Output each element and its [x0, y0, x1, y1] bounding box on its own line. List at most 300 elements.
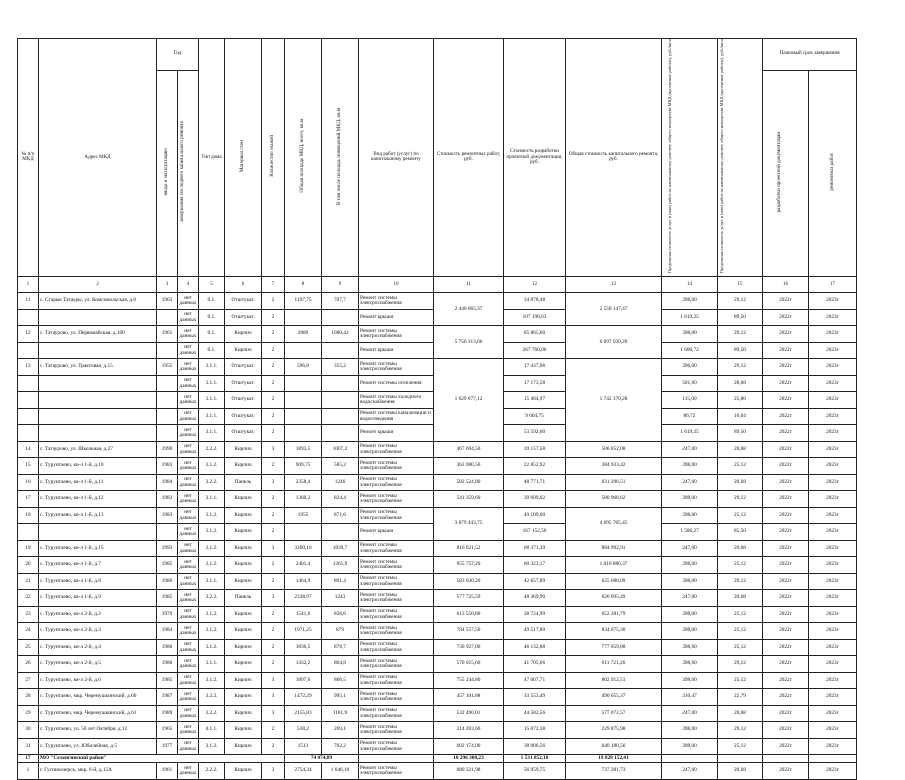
row-living-area [322, 425, 359, 442]
row-year-last-repair: нет данных [178, 293, 199, 310]
row-planned-works: 2023г [809, 557, 857, 574]
row-living-area: 1839,7 [322, 540, 359, 557]
row-year-built: 1985 [157, 590, 178, 607]
column-number: 1 [18, 276, 39, 293]
row-living-area: 1007,2 [322, 441, 359, 458]
row-living-area: 1243 [322, 590, 359, 607]
row-floors: 2 [262, 573, 285, 590]
row-planned-works: 2023г [809, 425, 857, 442]
row-address: с. Старые Татауры, ул. Комсомольская, д.6 [39, 293, 157, 310]
row-work-type: Ремонт системы электроснабжения [359, 573, 434, 590]
row-planned-works: 2023г [809, 375, 857, 392]
row-design-cost: 267 760,00 [504, 342, 566, 359]
row-total-cost: 640 180,56 [566, 738, 662, 755]
table-row [18, 656, 857, 673]
row-number [18, 375, 39, 392]
row-repair-cost: 816 621,52 [434, 540, 504, 557]
row-floors: 3 [262, 672, 285, 689]
summary-limit-cost-2 [718, 755, 763, 763]
summary-work-type [359, 755, 434, 763]
row-design-cost: 85 865,60 [504, 326, 566, 343]
row-limit-cost-2: 89,50 [718, 342, 763, 359]
row-limit-cost-2: 20,68 [718, 441, 763, 458]
row-wall-material: Кирпич [225, 491, 262, 508]
row-repair-cost: 602 174,00 [434, 738, 504, 755]
row-year-last-repair: нет данных [178, 507, 199, 524]
row-year-last-repair: нет данных [178, 524, 199, 541]
row-house-type: 4.1.1. [199, 722, 225, 739]
row-year-built: 1985 [157, 557, 178, 574]
row-floors: 2 [262, 524, 285, 541]
row-repair-cost: 570 015,60 [434, 656, 504, 673]
row-work-type: Ремонт системы электроснабжения [359, 474, 434, 491]
row-floors: 3 [262, 763, 285, 780]
row-year-last-repair: нет данных [178, 763, 199, 780]
row-total-cost: 652 281,79 [566, 606, 662, 623]
row-planned-design: 2022г [763, 689, 809, 706]
row-limit-cost-2: 28,68 [718, 375, 763, 392]
row-limit-cost-2: 85,50 [718, 524, 763, 541]
row-floors: 2 [262, 408, 285, 425]
header-year-last-repair: завершения последнего капитального ремонта [178, 70, 199, 276]
row-planned-design: 2022г [763, 408, 809, 425]
row-total-area: 596,8 [285, 359, 322, 376]
row-design-cost: 17 437,06 [504, 359, 566, 376]
row-house-type: б.1. [199, 326, 225, 343]
row-planned-design: 2022г [763, 672, 809, 689]
row-total-area: 2401,4 [285, 557, 322, 574]
row-planned-design: 2022г [763, 309, 809, 326]
row-living-area: 1000,42 [322, 326, 359, 343]
row-planned-works: 2023г [809, 474, 857, 491]
row-repair-cost: 541 359,60 [434, 491, 504, 508]
row-year-last-repair: нет данных [178, 392, 199, 409]
row-number: 24 [18, 623, 39, 640]
row-living-area [322, 524, 359, 541]
row-repair-cost: 214 203,60 [434, 722, 504, 739]
row-address: с. Турунтаево, ул. Юбилейная, д.5 [39, 738, 157, 755]
row-address: г. Гусиноозерск, мкр. 6-й, д.15А [39, 763, 157, 780]
row-year-built: 1961 [157, 326, 178, 343]
row-limit-cost: 398,00 [662, 639, 718, 656]
row-floors: 3 [262, 540, 285, 557]
row-address: с. Турунтаево, кв-л 2-й, д.6 [39, 672, 157, 689]
row-house-type: 3.1.1. [199, 425, 225, 442]
row-wall-material: Кирпич [225, 738, 262, 755]
row-work-type: Ремонт системы электроснабжения [359, 705, 434, 722]
row-house-type: 3.1.2. [199, 738, 225, 755]
row-total-area [285, 309, 322, 326]
row-living-area: 866,5 [322, 672, 359, 689]
row-design-cost: 15 484,97 [504, 392, 566, 409]
row-year-last-repair: нет данных [178, 557, 199, 574]
row-living-area [322, 309, 359, 326]
row-living-area: 995,1 [322, 689, 359, 706]
row-wall-material: Панель [225, 474, 262, 491]
row-total-area [285, 392, 322, 409]
row-total-area: 1955 [285, 507, 322, 524]
row-planned-works: 2023г [809, 540, 857, 557]
row-design-cost: 22 852,92 [504, 458, 566, 475]
row-limit-cost: 501,60 [662, 375, 718, 392]
row-work-type: Ремонт системы электроснабжения [359, 540, 434, 557]
column-number: 2 [39, 276, 157, 293]
row-repair-cost: 755 244,80 [434, 672, 504, 689]
row-limit-cost: 247,00 [662, 474, 718, 491]
row-number: 21 [18, 573, 39, 590]
row-planned-design: 2022г [763, 557, 809, 574]
row-work-type: Ремонт системы электроснабжения [359, 639, 434, 656]
row-wall-material: Кирпич [225, 441, 262, 458]
row-planned-works: 2023г [809, 722, 857, 739]
row-total-area [285, 524, 322, 541]
row-limit-cost-2: 25,12 [718, 557, 763, 574]
row-address: с. Турунтаево, кв-л 2-й, д.2 [39, 606, 157, 623]
row-planned-design: 2022г [763, 705, 809, 722]
row-planned-design: 2022г [763, 656, 809, 673]
row-house-type: 3.1.2. [199, 507, 225, 524]
row-house-type: 3.1.2. [199, 606, 225, 623]
row-limit-cost-2: 20,68 [718, 590, 763, 607]
row-limit-cost-2: 29,12 [718, 491, 763, 508]
row-limit-cost: 1 619,25 [662, 425, 718, 442]
row-design-cost: 44 582,56 [504, 705, 566, 722]
header-year: Год [157, 39, 199, 71]
header-house-type: Тип дома [199, 39, 225, 277]
summary-total-area: 74 074,09 [285, 755, 359, 763]
row-limit-cost: 398,00 [662, 656, 718, 673]
row-living-area: 871,6 [322, 507, 359, 524]
row-living-area: 585,2 [322, 458, 359, 475]
row-wall-material: Отштукат. [225, 425, 262, 442]
row-year-last-repair: нет данных [178, 738, 199, 755]
table-row [18, 326, 857, 343]
row-work-type: Ремонт системы отопления [359, 375, 434, 392]
row-total-area: 1971,25 [285, 623, 322, 640]
header-address: Адрес МКД [39, 39, 157, 277]
row-limit-cost-2: 25,12 [718, 507, 763, 524]
row-number [18, 342, 39, 359]
row-floors: 3 [262, 474, 285, 491]
row-house-type: 3.1.1. [199, 375, 225, 392]
row-year-built: 1977 [157, 738, 178, 755]
row-limit-cost: 86,72 [662, 408, 718, 425]
column-number: 6 [225, 276, 262, 293]
row-number: 20 [18, 557, 39, 574]
row-repair-cost: 582 524,80 [434, 474, 504, 491]
row-year-built: 1989 [157, 705, 178, 722]
row-work-type: Ремонт системы холодного водоснабжения [359, 392, 434, 409]
row-wall-material: Панель [225, 590, 262, 607]
row-year-last-repair: нет данных [178, 342, 199, 359]
row-year-built [157, 408, 178, 425]
row-total-cost: 490 655,37 [566, 689, 662, 706]
row-living-area: 836,6 [322, 606, 359, 623]
table-row [18, 639, 857, 656]
row-total-area: 1472,29 [285, 689, 322, 706]
row-year-built: 1986 [157, 573, 178, 590]
row-total-area: 1897,6 [285, 672, 322, 689]
row-wall-material: Кирпич [225, 656, 262, 673]
row-repair-cost: 2 446 065,37 [434, 293, 504, 326]
row-house-type: 3.1.1. [199, 656, 225, 673]
row-year-last-repair: нет данных [178, 606, 199, 623]
row-limit-cost: 398,00 [662, 623, 718, 640]
row-living-area: 1 646,10 [322, 763, 359, 780]
row-living-area: 891,4 [322, 573, 359, 590]
row-work-type: Ремонт системы электроснабжения [359, 606, 434, 623]
row-year-built: 1982 [157, 491, 178, 508]
row-wall-material: Кирпич [225, 342, 262, 359]
row-work-type: Ремонт системы электроснабжения [359, 763, 434, 780]
table-row [18, 722, 857, 739]
row-floors: 2 [262, 656, 285, 673]
row-number: 28 [18, 689, 39, 706]
column-number: 11 [434, 276, 504, 293]
row-total-cost: 737 281,73 [566, 763, 662, 780]
row-repair-cost: 583 030,20 [434, 573, 504, 590]
row-house-type: 3.2.2. [199, 590, 225, 607]
row-wall-material: Отштукат. [225, 392, 262, 409]
row-planned-design: 2022г [763, 639, 809, 656]
row-design-cost: 56 959,75 [504, 763, 566, 780]
column-number: 7 [262, 276, 285, 293]
row-house-type: 3.1.2. [199, 639, 225, 656]
table-row [18, 672, 857, 689]
header-wall-material: Материал стен [225, 39, 262, 277]
row-year-last-repair: нет данных [178, 689, 199, 706]
row-total-cost: 884 992,91 [566, 540, 662, 557]
row-design-cost: 33 553,49 [504, 689, 566, 706]
header-work-type: Вид работ (услуг) по капитальному ремонту [359, 39, 434, 277]
row-address [39, 375, 157, 392]
row-total-area: 1541,6 [285, 606, 322, 623]
row-design-cost: 34 878,48 [504, 293, 566, 310]
row-year-built [157, 342, 178, 359]
row-total-area [285, 342, 322, 359]
row-repair-cost: 467 694,50 [434, 441, 504, 458]
row-living-area [322, 342, 359, 359]
row-work-type: Ремонт системы электроснабжения [359, 458, 434, 475]
row-year-built: 1985 [157, 672, 178, 689]
row-floors: 2 [262, 326, 285, 343]
row-year-last-repair: нет данных [178, 590, 199, 607]
summary-limit-cost [662, 755, 718, 763]
row-year-last-repair: нет данных [178, 623, 199, 640]
row-limit-cost-2: 20,68 [718, 763, 763, 780]
row-address: с. Турунтаево, кв-л 2-й, д.3 [39, 623, 157, 640]
row-design-cost: 41 705,66 [504, 656, 566, 673]
row-total-area: 1464,9 [285, 573, 322, 590]
row-total-cost: 384 933,42 [566, 458, 662, 475]
row-wall-material: Кирпич [225, 763, 262, 780]
row-planned-works: 2023г [809, 359, 857, 376]
row-total-cost: 802 912,51 [566, 672, 662, 689]
row-total-cost: 6 097 939,20 [566, 326, 662, 359]
row-year-built: 1980 [157, 639, 178, 656]
header-total-area: Общая площадь МКД, всего, кв.м [285, 39, 322, 277]
row-total-area [285, 425, 322, 442]
row-year-built: 1961 [157, 763, 178, 780]
row-number: 26 [18, 656, 39, 673]
row-year-built: 1984 [157, 474, 178, 491]
row-limit-cost-2: 29,12 [718, 573, 763, 590]
row-floors: 2 [262, 491, 285, 508]
row-work-type: Ремонт крыши [359, 524, 434, 541]
row-wall-material: Отштукат. [225, 375, 262, 392]
table-row [18, 293, 857, 310]
row-wall-material: Кирпич [225, 689, 262, 706]
row-total-cost: 611 721,26 [566, 656, 662, 673]
row-address: с. Турунтаево, мкр. Черемушкинский, д.60 [39, 689, 157, 706]
row-house-type: 2.2.2. [199, 441, 225, 458]
summary-number: 17 [18, 755, 39, 763]
row-number: 17 [18, 491, 39, 508]
row-living-area [322, 375, 359, 392]
table-row [18, 689, 857, 706]
row-address: с. Турунтаево, кв-л 1-й, д.9 [39, 590, 157, 607]
row-floors: 2 [262, 639, 285, 656]
column-number-row [18, 276, 857, 293]
row-floors: 2 [262, 722, 285, 739]
row-repair-cost: 730 927,00 [434, 639, 504, 656]
row-year-built [157, 524, 178, 541]
row-address: с. Турунтаево, кв-л 1-й, д.10 [39, 458, 157, 475]
row-year-last-repair: нет данных [178, 326, 199, 343]
row-house-type: 3.1.1. [199, 491, 225, 508]
row-design-cost: 9 604,75 [504, 408, 566, 425]
row-address: с. Татаурово, ул. Трактовая, д.15 [39, 359, 157, 376]
table-row [18, 573, 857, 590]
row-total-cost: 577 072,57 [566, 705, 662, 722]
row-living-area: 879 [322, 623, 359, 640]
row-total-area: 538,2 [285, 722, 322, 739]
row-wall-material: Отштукат. [225, 359, 262, 376]
header-limit-cost: Предельная стоимость услуг и (или) работ по капитальному ремонту общего имущества МКД (проектные работы), руб./кв.м [662, 39, 718, 277]
row-repair-cost: 532 490,01 [434, 705, 504, 722]
row-limit-cost-2: 22,79 [718, 689, 763, 706]
row-total-cost: 777 059,88 [566, 639, 662, 656]
row-living-area: 864,8 [322, 656, 359, 673]
row-wall-material: Кирпич [225, 557, 262, 574]
row-planned-works: 2023г [809, 639, 857, 656]
row-planned-design: 2022г [763, 738, 809, 755]
row-design-cost: 49 109,60 [504, 507, 566, 524]
row-floors: 2 [262, 375, 285, 392]
row-wall-material: Кирпич [225, 705, 262, 722]
row-wall-material: Отштукат. [225, 293, 262, 310]
row-number: 29 [18, 705, 39, 722]
row-design-cost: 38 724,99 [504, 606, 566, 623]
row-repair-cost: 613 556,80 [434, 606, 504, 623]
row-planned-works: 2023г [809, 326, 857, 343]
row-planned-works: 2023г [809, 763, 857, 780]
row-planned-design: 2022г [763, 441, 809, 458]
table-row [18, 763, 857, 780]
row-work-type: Ремонт системы электроснабжения [359, 590, 434, 607]
row-house-type: 3.1.2. [199, 672, 225, 689]
row-design-cost: 167 152,50 [504, 524, 566, 541]
row-planned-design: 2022г [763, 293, 809, 310]
row-design-cost: 48 369,90 [504, 590, 566, 607]
row-year-built: 1993 [157, 540, 178, 557]
table-row [18, 458, 857, 475]
row-number: 19 [18, 540, 39, 557]
header-planned: Плановый срок завершения [763, 39, 857, 71]
row-wall-material: Кирпич [225, 573, 262, 590]
row-address [39, 425, 157, 442]
row-year-last-repair: нет данных [178, 441, 199, 458]
row-total-area [285, 408, 322, 425]
repair-table [17, 38, 857, 780]
table-row [18, 705, 857, 722]
row-house-type: 2.2.2. [199, 763, 225, 780]
row-limit-cost: 310,47 [662, 689, 718, 706]
row-address: с. Турунтаево, ул. 50 лет Октября, д.12 [39, 722, 157, 739]
row-work-type: Ремонт крыши [359, 342, 434, 359]
row-total-area: 2358,4 [285, 474, 322, 491]
row-planned-works: 2023г [809, 689, 857, 706]
row-design-cost: 17 173,58 [504, 375, 566, 392]
row-wall-material: Кирпич [225, 524, 262, 541]
table-row [18, 606, 857, 623]
row-limit-cost-2: 25,86 [718, 392, 763, 409]
row-floors: 2 [262, 309, 285, 326]
row-design-cost: 48 771,71 [504, 474, 566, 491]
row-house-type: 3.2.2. [199, 705, 225, 722]
header-planned-design: разработки проектной документации [763, 70, 809, 276]
row-limit-cost-2: 16,04 [718, 408, 763, 425]
table-row [18, 557, 857, 574]
row-living-area: 702,2 [322, 738, 359, 755]
row-year-built: 1979 [157, 606, 178, 623]
row-wall-material: Кирпич [225, 623, 262, 640]
row-work-type: Ремонт крыши [359, 309, 434, 326]
row-year-last-repair: нет данных [178, 458, 199, 475]
row-total-area: 2155,83 [285, 705, 322, 722]
row-living-area: 1181,9 [322, 705, 359, 722]
row-design-cost: 47 667,71 [504, 672, 566, 689]
table-row [18, 441, 857, 458]
row-repair-cost: 457 101,88 [434, 689, 504, 706]
row-planned-works: 2023г [809, 458, 857, 475]
row-planned-works: 2023г [809, 738, 857, 755]
row-limit-cost: 398,00 [662, 491, 718, 508]
row-number: 16 [18, 474, 39, 491]
row-limit-cost: 398,00 [662, 606, 718, 623]
row-number [18, 425, 39, 442]
table-body [18, 276, 857, 779]
row-limit-cost-2: 25,12 [718, 639, 763, 656]
row-total-area: 1197,75 [285, 293, 322, 310]
table-header [18, 39, 857, 277]
row-floors: 2 [262, 342, 285, 359]
row-planned-works: 2023г [809, 309, 857, 326]
row-limit-cost: 1 600,72 [662, 342, 718, 359]
row-planned-design: 2022г [763, 524, 809, 541]
row-total-area: 1513 [285, 738, 322, 755]
row-house-type: 3.1.1. [199, 408, 225, 425]
row-work-type: Ремонт системы электроснабжения [359, 672, 434, 689]
row-address [39, 392, 157, 409]
row-year-last-repair: нет данных [178, 309, 199, 326]
row-limit-cost-2: 25,12 [718, 606, 763, 623]
column-number: 3 [157, 276, 178, 293]
column-number: 4 [178, 276, 199, 293]
row-planned-design: 2022г [763, 375, 809, 392]
row-number: 1 [18, 763, 39, 780]
row-year-built: 1984 [157, 623, 178, 640]
